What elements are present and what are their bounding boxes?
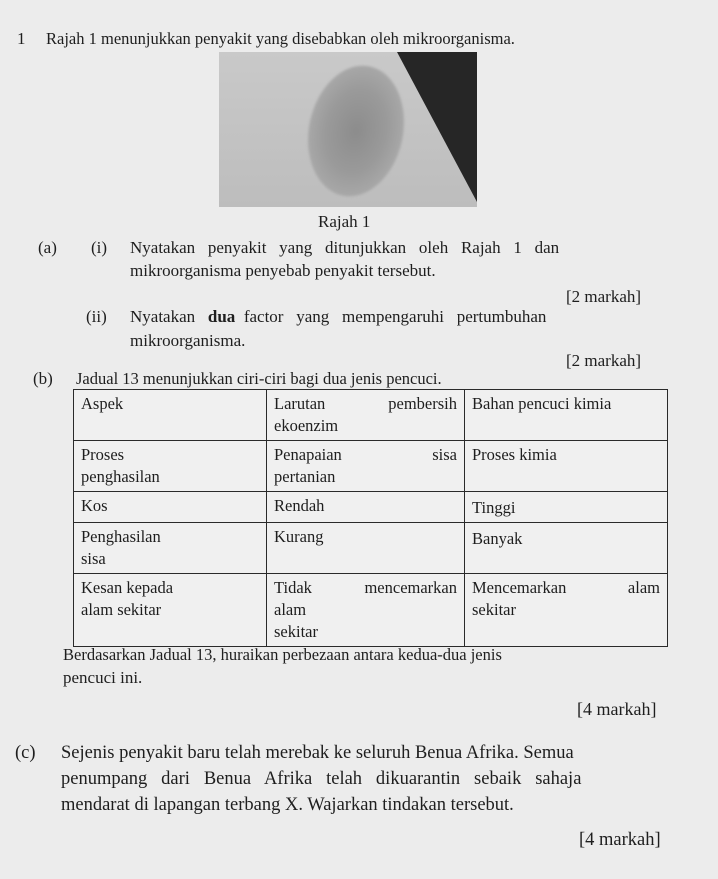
part-b-task-line2: pencuci ini. — [63, 668, 143, 687]
part-a-i-label: (i) — [91, 238, 108, 257]
table-cell-split — [274, 444, 457, 466]
table-cell-word: Penapaian — [274, 445, 342, 464]
part-a-i-line1: Nyatakan penyakit yang ditunjukkan oleh Rajah 1 dan — [130, 238, 560, 257]
part-c-line1: Sejenis penyakit baru telah merebak ke seluruh Benua Afrika. Semua — [61, 743, 574, 763]
part-a-ii-text-bold: dua — [207, 307, 236, 326]
part-b-marks: [4 markah] — [577, 699, 657, 719]
table-cell-word: Penghasilan — [81, 527, 161, 546]
part-c-line2: penumpang dari Benua Afrika telah dikuarantin sebaik sahaja — [61, 769, 582, 789]
table-cell-word: penghasilan — [81, 467, 160, 486]
table-row — [74, 441, 668, 492]
part-b-label: (b) — [33, 369, 53, 388]
part-a-ii-label: (ii) — [86, 307, 107, 326]
figure-image — [219, 52, 477, 207]
table-cell-word: alam sekitar — [81, 600, 162, 619]
table-cell — [267, 574, 465, 647]
table-header-cell — [267, 390, 465, 441]
table-cell — [465, 574, 668, 647]
table-cell-word: alam — [274, 600, 307, 619]
table-header-word: Larutan — [274, 394, 326, 413]
table-cell-word: sekitar — [274, 622, 318, 641]
part-a-ii-text-post: factor yang mempengaruhi pertumbuhan — [243, 307, 547, 326]
table-cell — [74, 574, 267, 647]
part-b-task-line1: Berdasarkan Jadual 13, huraikan perbezaan antara kedua-dua jenis — [63, 645, 502, 664]
comparison-table — [73, 389, 668, 647]
table-cell-split — [472, 577, 660, 599]
table-cell: Rendah — [267, 492, 465, 523]
table-cell: Kos — [74, 492, 267, 523]
part-a-ii-marks: [2 markah] — [566, 351, 642, 370]
table-cell: Kurang — [267, 523, 465, 574]
table-cell-word: sisa — [432, 445, 457, 464]
table-cell — [74, 441, 267, 492]
question-intro: Rajah 1 menunjukkan penyakit yang disebabkan oleh mikroorganisma. — [46, 29, 515, 48]
table-header-cell: Aspek — [74, 390, 267, 441]
table-cell-word: sisa — [81, 549, 106, 568]
table-cell-word: mencemarkan — [364, 578, 457, 597]
part-a-ii-line1 — [130, 305, 546, 328]
part-c-label: (c) — [15, 743, 36, 763]
part-c-line3: mendarat di lapangan terbang X. Wajarkan tindakan tersebut. — [61, 795, 514, 815]
table-cell: Tinggi — [465, 492, 668, 523]
part-b-intro: Jadual 13 menunjukkan ciri-ciri bagi dua jenis pencuci. — [76, 369, 442, 388]
figure-dark-corner — [397, 52, 477, 202]
table-cell-word: Proses — [81, 445, 125, 464]
table-row — [74, 523, 668, 574]
table-row — [74, 574, 668, 647]
table-cell-word: alam — [627, 578, 660, 597]
table-header-word: pembersih — [388, 394, 457, 413]
table-row — [74, 492, 668, 523]
table-cell-word: Kesan kepada — [81, 578, 174, 597]
table-cell — [74, 523, 267, 574]
table-cell-word: sekitar — [472, 600, 516, 619]
table-cell: Proses kimia — [465, 441, 668, 492]
part-a-ii-line2: mikroorganisma. — [130, 331, 246, 350]
table-cell-split — [274, 577, 457, 599]
table-header-split — [274, 393, 457, 415]
table-header-row — [74, 390, 668, 441]
table-cell-word: Mencemarkan — [472, 578, 567, 597]
table-cell: Banyak — [465, 523, 668, 574]
table-header-word: ekoenzim — [274, 416, 339, 435]
part-a-ii-text-pre: Nyatakan — [130, 307, 196, 326]
part-a-i-marks: [2 markah] — [566, 287, 642, 306]
question-number: 1 — [17, 29, 26, 48]
part-c-marks: [4 markah] — [579, 830, 661, 850]
table-header-cell: Bahan pencuci kimia — [465, 390, 668, 441]
table-cell-word: pertanian — [274, 467, 336, 486]
figure-caption: Rajah 1 — [318, 212, 371, 231]
part-a-i-line2: mikroorganisma penyebab penyakit tersebut. — [130, 261, 436, 280]
table-cell-word: Tidak — [274, 578, 312, 597]
part-a-label: (a) — [38, 238, 57, 257]
table-cell — [267, 441, 465, 492]
